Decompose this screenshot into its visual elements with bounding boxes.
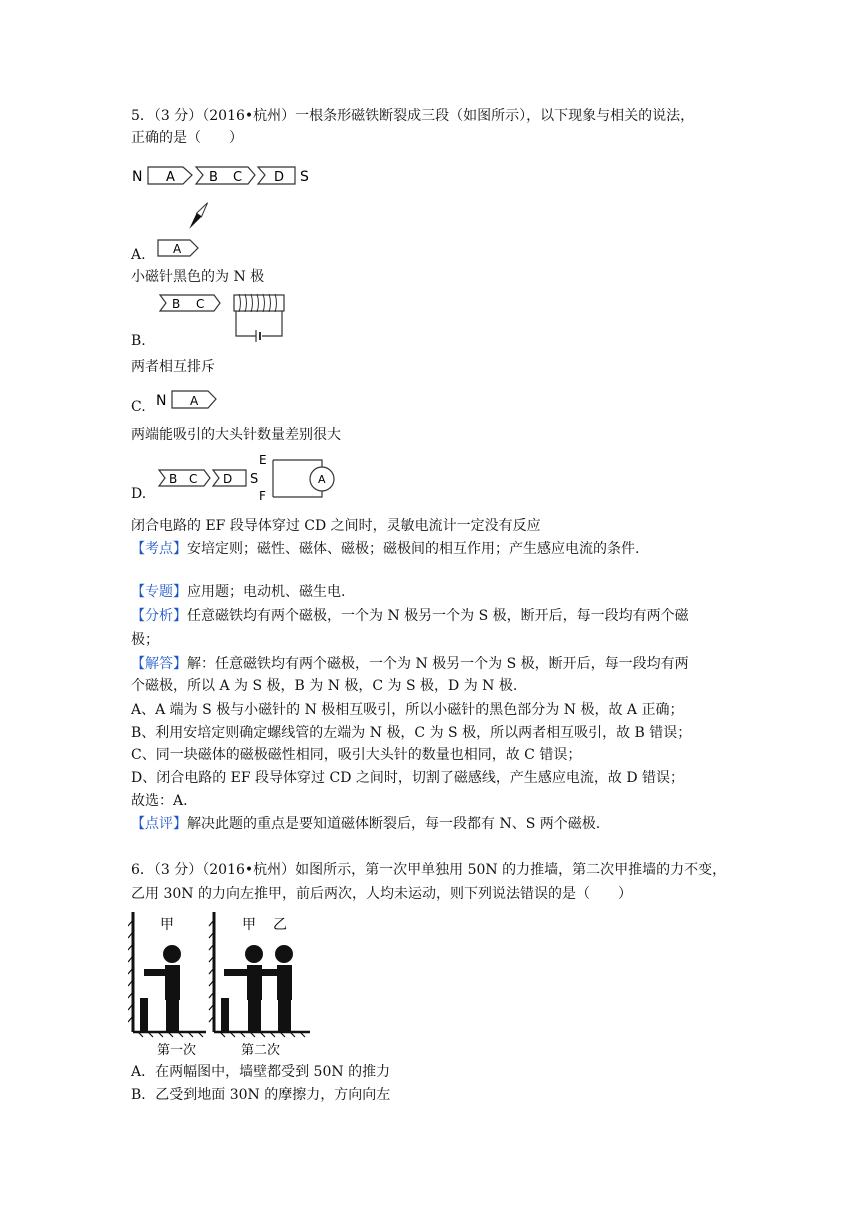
opt-d-fig-e-label: E (259, 453, 267, 467)
opt-b-fig-c-label: C (196, 297, 205, 311)
opt-c-fig-n-label: N (156, 393, 167, 409)
opt-c-fig-a-label: A (190, 394, 199, 408)
q5-fenxi (131, 606, 689, 626)
fig-yi-label: 乙 (273, 917, 287, 933)
q5-option-d-text: 闭合电路的 EF 段导体穿过 CD 之间时，灵敏电流计一定没有反应 (131, 518, 541, 534)
q5-option-d-letter: D. (131, 486, 147, 502)
q6-option-b: B．乙受到地面 30N 的摩擦力，方向向左 (131, 1087, 391, 1103)
opt-d-fig-b-label: B (169, 472, 178, 486)
scene-second-push (209, 912, 310, 1058)
q5-stem-line2: 正确的是（ ） (131, 130, 243, 146)
scene-first-push (128, 912, 206, 1058)
q5-zhuanti (131, 582, 345, 602)
q5-option-c-letter: C. (131, 399, 146, 415)
q5-dianping (131, 814, 600, 834)
main-fig-a-label: A (166, 170, 175, 185)
fig-caption-first: 第一次 (157, 1043, 197, 1058)
q5-option-b-text: 两者相互排斥 (131, 359, 215, 375)
q6-stem-line2: 乙用 30N 的力向左推甲，前后两次，人均未运动，则下列说法错误的是（ ） (131, 886, 632, 902)
q5-main-figure (128, 160, 328, 240)
q5-jieda-d: D、闭合电路的 EF 段导体穿过 CD 之间时，切割了磁感线，产生感应电流，故 D 错误； (131, 770, 685, 786)
main-fig-b-label: B (209, 170, 218, 185)
person-yi-head (275, 945, 293, 963)
q5-option-a-letter: A. (131, 247, 146, 263)
solenoid-icon (234, 294, 284, 342)
fig-jia-label-1: 甲 (160, 917, 174, 933)
fenxi-tag: 【分析】 (131, 608, 187, 624)
main-fig-n-label: N (132, 169, 143, 185)
q5-fenxi-line2: 极； (131, 632, 159, 648)
main-fig-d-label: D (274, 170, 285, 185)
q5-jieda-b: B、利用安培定则确定螺线管的左端为 N 极，C 为 S 极，所以两者相互吸引，故 B 错误； (131, 725, 692, 741)
opt-a-fig-label: A (173, 242, 182, 256)
opt-d-fig-f-label: F (259, 489, 266, 503)
compass-needle-icon (187, 201, 210, 231)
q5-option-a-figure (156, 236, 206, 260)
q5-option-b-letter: B. (131, 333, 146, 349)
q5-jieda-c: C、同一块磁体的磁极磁性相同，吸引大头针的数量也相同，故 C 错误； (131, 747, 582, 763)
person-jia-head-2 (245, 945, 263, 963)
main-fig-s-label: S (300, 169, 309, 185)
q5-jieda-line2: 个磁极，所以 A 为 S 极，B 为 N 极，C 为 S 极，D 为 N 极. (131, 678, 518, 694)
q6-figure (128, 906, 318, 1060)
dianping-text: 解决此题的重点是要知道磁体断裂后，每一段都有 N、S 两个磁极. (187, 816, 601, 832)
fenxi-text-1: 任意磁铁均有两个磁极，一个为 N 极另一个为 S 极，断开后，每一段均有两个磁 (187, 608, 689, 624)
q5-kaodian (131, 539, 639, 559)
opt-d-fig-d-label: D (223, 472, 233, 486)
kaodian-tag: 【考点】 (131, 541, 187, 557)
opt-d-fig-c-label: C (189, 472, 198, 486)
zhuanti-text: 应用题；电动机、磁生电. (187, 584, 346, 600)
q5-jieda (131, 654, 689, 674)
magnet-segment-bc (196, 167, 255, 184)
dianping-tag: 【点评】 (131, 816, 187, 832)
main-fig-c-label: C (233, 170, 243, 185)
q6-option-a: A．在两幅图中，墙壁都受到 50N 的推力 (131, 1064, 391, 1080)
jieda-tag: 【解答】 (131, 656, 187, 672)
jieda-text-1: 解：任意磁铁均有两个磁极，一个为 N 极另一个为 S 极，断开后，每一段均有两 (187, 656, 689, 672)
fig-jia-label-2: 甲 (242, 917, 256, 933)
opt-d-fig-s-label: S (250, 472, 259, 487)
opt-d-fig-meter-label: A (318, 473, 326, 486)
q5-jieda-a: A、A 端为 S 极与小磁针的 N 极相互吸引，所以小磁针的黑色部分为 N 极，故 A 正确； (131, 702, 684, 718)
person-jia-head-1 (163, 945, 181, 963)
q5-jieda-answer: 故选：A. (131, 793, 188, 809)
q5-option-b-figure (156, 290, 296, 348)
q5-option-a-text: 小磁针黑色的为 N 极 (131, 269, 265, 285)
kaodian-text: 安培定则；磁性、磁体、磁极；磁极间的相互作用；产生感应电流的条件. (187, 541, 640, 557)
q5-option-c-figure (156, 386, 226, 414)
q5-stem-line1: 5．（3 分）（2016•杭州）一根条形磁铁断裂成三段（如图所示），以下现象与相关的说法， (131, 108, 695, 124)
q6-stem-line1: 6．（3 分）（2016•杭州）如图所示，第一次甲单独用 50N 的力推墙，第二次甲推墙的力不变， (131, 862, 727, 878)
q5-option-d-figure (156, 452, 346, 504)
opt-b-fig-b-label: B (172, 297, 181, 311)
q5-option-c-text: 两端能吸引的大头针数量差别很大 (131, 427, 341, 443)
fig-caption-second: 第二次 (241, 1043, 281, 1058)
zhuanti-tag: 【专题】 (131, 584, 187, 600)
